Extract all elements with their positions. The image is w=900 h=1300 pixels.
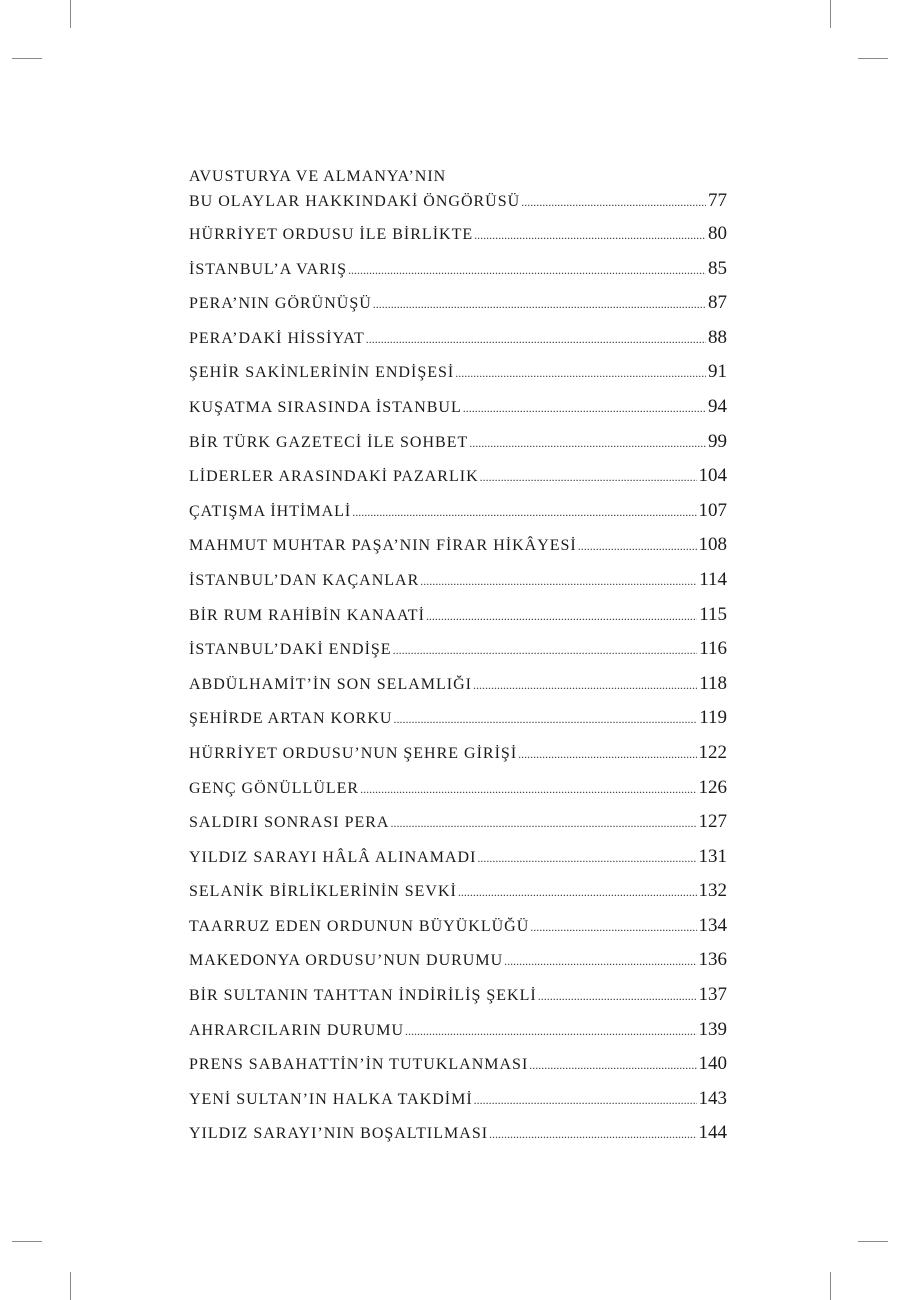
dot-leader xyxy=(393,643,698,658)
toc-entry-title: HÜRRİYET ORDUSU İLE BİRLİKTE xyxy=(189,226,474,243)
toc-entry[interactable] xyxy=(189,396,727,431)
toc-entry-title: SELANİK BİRLİKLERİNİN SEVKİ xyxy=(189,883,457,901)
toc-entry[interactable] xyxy=(189,638,727,673)
toc-entry-page: 85 xyxy=(708,257,727,279)
toc-entry-title: HÜRRİYET ORDUSU’NUN ŞEHRE GİRİŞİ xyxy=(189,744,518,762)
dot-leader xyxy=(578,539,697,554)
dot-leader xyxy=(480,470,697,485)
toc-entry[interactable] xyxy=(189,500,727,535)
toc-entry-title-line1: AVUSTURYA VE ALMANYA’NIN xyxy=(189,168,447,185)
toc-entry-page: 140 xyxy=(698,1053,727,1075)
toc-entry-title: MAHMUT MUHTAR PAŞA’NIN FİRAR HİKÂYESİ xyxy=(189,537,577,555)
crop-mark xyxy=(12,1241,42,1242)
toc-entry[interactable] xyxy=(189,223,727,258)
toc-entry[interactable] xyxy=(189,915,727,950)
toc-entry[interactable] xyxy=(189,292,727,327)
dot-leader xyxy=(463,401,706,416)
toc-entry[interactable] xyxy=(189,673,727,708)
toc-entry-page: 143 xyxy=(698,1087,727,1109)
dot-leader xyxy=(518,747,696,762)
dot-leader xyxy=(530,920,696,935)
toc-entry-page: 80 xyxy=(708,223,727,244)
crop-mark xyxy=(858,58,888,59)
toc-entry[interactable] xyxy=(189,327,727,362)
toc-entry-title: İSTANBUL’A VARIŞ xyxy=(189,260,348,278)
toc-entry-title: ŞEHİRDE ARTAN KORKU xyxy=(189,710,393,728)
toc-entry-page: 119 xyxy=(699,707,727,729)
toc-entry-page: 87 xyxy=(708,292,727,314)
toc-entry-title: İSTANBUL’DAKİ ENDİŞE xyxy=(189,641,392,659)
dot-leader xyxy=(529,1058,696,1073)
dot-leader xyxy=(473,678,697,693)
toc-entry[interactable] xyxy=(189,361,727,396)
toc-entry-title: YILDIZ SARAYI’NIN BOŞALTILMASI xyxy=(189,1125,489,1143)
toc-entry-title: YENİ SULTAN’IN HALKA TAKDİMİ xyxy=(189,1090,473,1108)
crop-mark xyxy=(858,1241,888,1242)
toc-entry[interactable] xyxy=(189,534,727,569)
toc-entry-title-line2: BU OLAYLAR HAKKINDAKİ ÖNGÖRÜSÜ xyxy=(189,193,521,210)
toc-entry-page: 132 xyxy=(698,880,727,902)
toc-entry-page: 107 xyxy=(698,499,727,521)
toc-entry-page: 118 xyxy=(699,672,727,694)
toc-entry-title: PERA’DAKİ HİSSİYAT xyxy=(189,329,365,347)
dot-leader xyxy=(477,851,696,866)
toc-entry[interactable] xyxy=(189,258,727,293)
dot-leader xyxy=(521,195,706,210)
toc-entry-page: 77 xyxy=(708,190,727,211)
toc-entry-title: ŞEHİR SAKİNLERİNİN ENDİŞESİ xyxy=(189,364,455,382)
crop-mark xyxy=(830,0,831,28)
toc-entry-page: 126 xyxy=(698,776,727,798)
dot-leader xyxy=(474,228,706,243)
toc-entry-page: 115 xyxy=(699,603,727,625)
toc-entry-title: BİR SULTANIN TAHTTAN İNDİRİLİŞ ŞEKLİ xyxy=(189,987,537,1005)
toc-entry-title: LİDERLER ARASINDAKİ PAZARLIK xyxy=(189,468,479,486)
dot-leader xyxy=(538,989,697,1004)
toc-entry[interactable] xyxy=(189,604,727,639)
toc-entry[interactable] xyxy=(189,846,727,881)
toc-entry[interactable] xyxy=(189,777,727,812)
toc-entry[interactable] xyxy=(189,742,727,777)
toc-entry[interactable] xyxy=(189,1019,727,1054)
dot-leader xyxy=(420,574,697,589)
toc-entry-page: 127 xyxy=(698,811,727,833)
toc-entry[interactable] xyxy=(189,569,727,604)
toc-entry-page: 139 xyxy=(698,1018,727,1040)
toc-entry-title: BİR RUM RAHİBİN KANAATİ xyxy=(189,606,425,624)
toc-entry-page: 136 xyxy=(698,949,727,971)
dot-leader xyxy=(474,1093,697,1108)
toc-entry-title: ÇATIŞMA İHTİMALİ xyxy=(189,502,352,520)
dot-leader xyxy=(366,332,706,347)
toc-entry-page: 144 xyxy=(698,1122,727,1144)
toc-entry-page: 114 xyxy=(699,568,727,590)
toc-entry[interactable] xyxy=(189,707,727,742)
toc-entry-page: 137 xyxy=(698,984,727,1006)
toc-entry-title: PERA’NIN GÖRÜNÜŞÜ xyxy=(189,295,372,313)
toc-entry-page: 122 xyxy=(698,741,727,763)
toc-entry-page: 94 xyxy=(708,395,727,417)
toc-entry-title: PRENS SABAHATTİN’İN TUTUKLANMASI xyxy=(189,1056,529,1074)
dot-leader xyxy=(504,954,696,969)
toc-entry[interactable] xyxy=(189,168,727,212)
toc-entry-title: SALDIRI SONRASI PERA xyxy=(189,814,390,832)
toc-entry-page: 104 xyxy=(698,465,727,487)
crop-mark xyxy=(70,1272,71,1300)
dot-leader xyxy=(390,816,696,831)
toc-entry[interactable] xyxy=(189,880,727,915)
toc-entry-page: 108 xyxy=(698,534,727,556)
toc-entry-title: ABDÜLHAMİT’İN SON SELAMLIĞI xyxy=(189,675,472,693)
toc-entry[interactable] xyxy=(189,984,727,1019)
crop-mark xyxy=(70,0,71,28)
toc-entry-title: İSTANBUL’DAN KAÇANLAR xyxy=(189,571,420,589)
toc-entry-title: BİR TÜRK GAZETECİ İLE SOHBET xyxy=(189,433,469,451)
toc-entry-title: AHRARCILARIN DURUMU xyxy=(189,1021,405,1039)
toc-entry-title: YILDIZ SARAYI HÂLÂ ALINAMADI xyxy=(189,848,477,866)
toc-entry[interactable] xyxy=(189,465,727,500)
dot-leader xyxy=(373,297,706,312)
toc-entry[interactable] xyxy=(189,1053,727,1088)
toc-entry-page: 134 xyxy=(698,914,727,936)
dot-leader xyxy=(393,712,697,727)
toc-entry[interactable] xyxy=(189,811,727,846)
toc-entry-title: MAKEDONYA ORDUSU’NUN DURUMU xyxy=(189,952,504,970)
toc-entry[interactable] xyxy=(189,1122,727,1157)
toc-entry-page: 88 xyxy=(708,326,727,348)
dot-leader xyxy=(348,263,706,278)
toc-entry[interactable] xyxy=(189,431,727,466)
dot-leader xyxy=(360,782,696,797)
dot-leader xyxy=(352,505,696,520)
toc-entry-title: KUŞATMA SIRASINDA İSTANBUL xyxy=(189,398,462,416)
dot-leader xyxy=(489,1127,696,1142)
toc-entry-title: GENÇ GÖNÜLLÜLER xyxy=(189,779,360,797)
toc-entry-page: 99 xyxy=(708,430,727,452)
crop-mark xyxy=(830,1272,831,1300)
toc-entry-page: 131 xyxy=(698,845,727,867)
toc-entry-title: TAARRUZ EDEN ORDUNUN BÜYÜKLÜĞÜ xyxy=(189,917,530,935)
toc-list xyxy=(189,223,727,1157)
toc-entry[interactable] xyxy=(189,1088,727,1123)
dot-leader xyxy=(455,366,706,381)
toc-entry[interactable] xyxy=(189,949,727,984)
toc-entry-page: 116 xyxy=(699,638,727,660)
crop-mark xyxy=(12,58,42,59)
dot-leader xyxy=(469,436,706,451)
dot-leader xyxy=(458,885,697,900)
dot-leader xyxy=(405,1024,696,1039)
toc-entry-page: 91 xyxy=(708,361,727,383)
dot-leader xyxy=(426,609,697,624)
table-of-contents xyxy=(189,168,727,1157)
